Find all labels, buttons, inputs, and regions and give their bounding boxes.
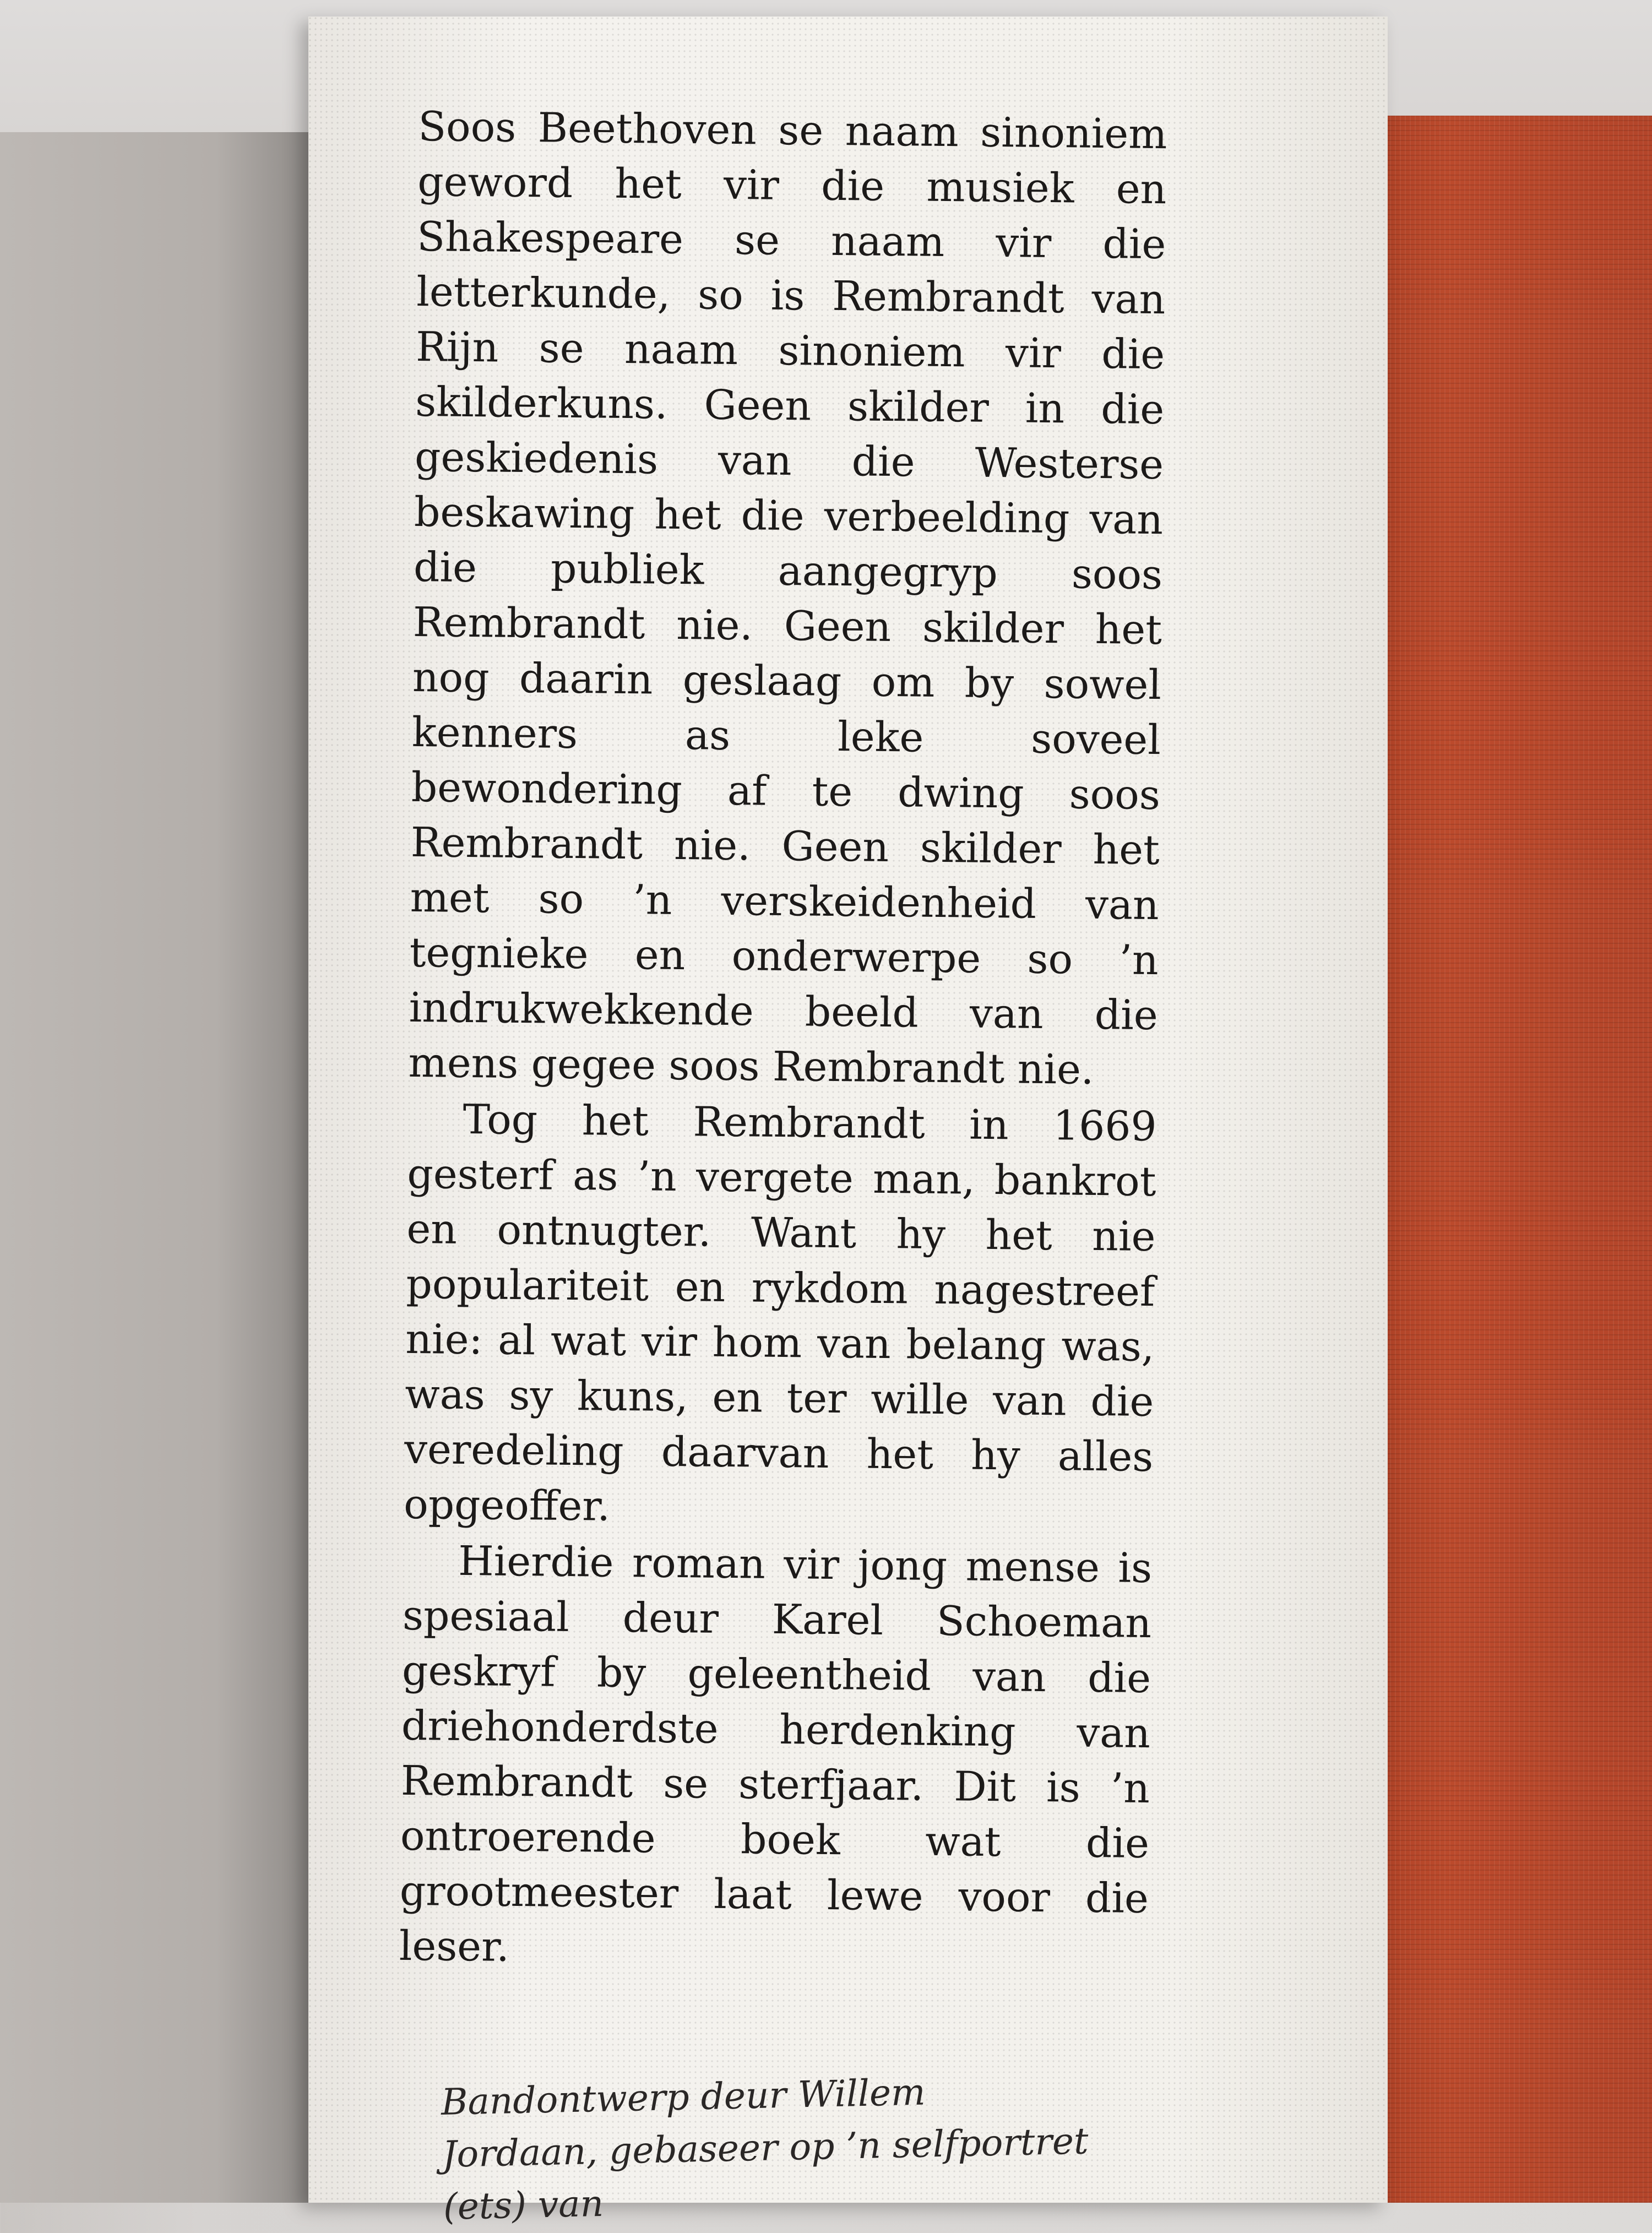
blurb-paragraph-2: Tog het Rembrandt in 1669 gesterf as ’n vergete man, bankrot en ontnugter. Want hy het nie populariteit en rykdom nagestreef nie: al wat vir hom van belang was, was sy kuns, en ter wille van die veredeling daarvan het hy alles opgeoffer. [403,1095,1157,1530]
blurb-text [399,99,1167,1981]
cover-design-credit: Bandontwerp deur Willem Jordaan, gebaseer op ’n selfportret (ets) van [441,2071,1089,2228]
blurb-paragraph-1: Soos Beethoven se naam sinoniem geword het vir die musiek en Shakespeare se naam vir die letterkunde, so is Rembrandt van Rijn se naam sinoniem vir die skilderkuns. Geen skilder in die geskiedenis van die Westerse beskawing het die verbeelding van die publiek aangegryp soos Rembrandt nie. Geen skilder het nog daarin geslaag om by sowel kenners as leke soveel bewondering af te dwing soos Rembrandt nie. Geen skilder het met so ’n verskeidenheid van tegnieke en onderwerpe so ’n indrukwekkende beeld van die mens gegee soos Rembrandt nie. [408,102,1167,1094]
blurb-paragraph-3: Hierdie roman vir jong mense is spesiaal deur Karel Schoeman geskryf by geleentheid van die driehonderdste herdenking van Rembrandt se sterfjaar. Dit is ’n ontroerende boek wat die grootmeester laat lewe voor die leser. [399,1537,1153,1971]
shadow-area [0,132,308,2203]
